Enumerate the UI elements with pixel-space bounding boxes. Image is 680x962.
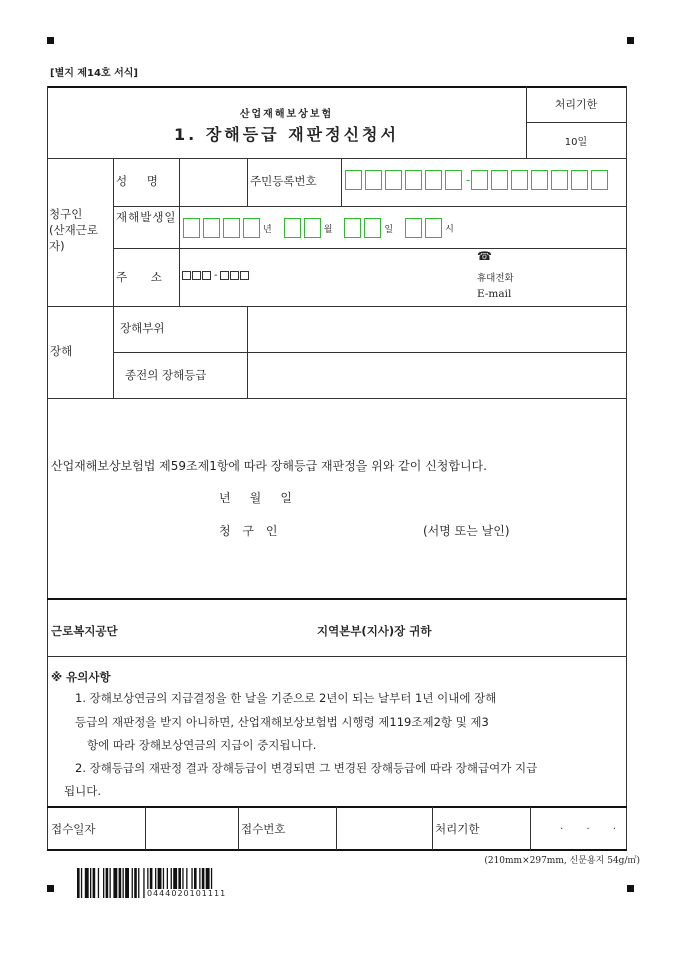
resident-no-separator: -	[466, 173, 471, 187]
receipt-no-label: 접수번호	[241, 822, 286, 836]
notes-bottom-line	[47, 806, 627, 808]
notes-item2-line1: 2. 장해등급의 재판정 결과 장해등급이 변경되면 그 변경된 장해등급에 따라 장해급여가 지급	[75, 761, 538, 775]
header-deadline-line	[526, 122, 626, 123]
form-label: [별지 제14호 서식]	[50, 68, 138, 79]
footer-deadline-label: 처리기한	[435, 822, 480, 836]
statement-text: 산업재해보상보험법 제59조제1항에 따라 장해등급 재판정을 위와 같이 신청합니다.	[51, 459, 487, 473]
notes-item1-line2: 등급의 재판정을 받지 아니하면, 산업재해보상보험법 시행령 제119조제2항 및 제3	[75, 715, 489, 729]
header-deadline-label: 처리기한	[554, 98, 598, 111]
statement-date-line: 년 월 일	[219, 491, 292, 505]
phone-icon: ☎	[477, 249, 492, 263]
address-field[interactable]	[270, 252, 470, 302]
hour-unit: 시	[445, 224, 454, 235]
receipt-date-field[interactable]	[147, 810, 236, 847]
footer-divider-4	[432, 807, 433, 850]
disability-section-label: 장해	[50, 344, 73, 358]
claimant-section-label: 청구인 (산재근로자)	[49, 207, 98, 253]
footer-divider-2	[238, 807, 239, 850]
form-subtitle: 산업재해보상보험	[239, 109, 334, 120]
address-label: 주 소	[116, 270, 162, 284]
statement-claimant-line: 청 구 인	[219, 524, 282, 538]
injury-label-divider	[179, 206, 180, 248]
day-unit: 일	[384, 224, 394, 235]
corner-mark-top-right	[627, 37, 634, 44]
postal-separator: -	[214, 270, 218, 281]
prev-grade-label: 종전의 장해등급	[125, 368, 207, 382]
name-label: 성 명	[116, 174, 158, 188]
statement-bottom-line	[47, 598, 627, 600]
corner-mark-bottom-left	[47, 885, 54, 892]
injury-date-label: 재해발생일	[116, 210, 177, 224]
sign-label[interactable]: (서명 또는 날인)	[423, 524, 510, 538]
header-deadline-value: 10일	[564, 137, 588, 148]
claimant-label-divider	[113, 158, 114, 306]
year-unit: 년	[263, 224, 272, 235]
resident-no-label: 주민등록번호	[250, 174, 317, 188]
frame-left	[47, 86, 48, 850]
frame-top	[47, 86, 627, 88]
notes-item1-line3: 항에 따라 장해보상연금의 지급이 중지됩니다.	[87, 738, 317, 752]
disability-mid-line	[113, 352, 627, 353]
resident-no-field[interactable]	[345, 170, 611, 190]
prev-grade-field[interactable]	[250, 355, 624, 395]
name-value-divider	[247, 158, 248, 206]
footer-divider-3	[336, 807, 337, 850]
form-title: 1. 장해등급 재판정신청서	[174, 125, 399, 144]
address-label-divider	[179, 248, 180, 306]
resident-label-divider	[341, 158, 342, 206]
corner-mark-top-left	[47, 37, 54, 44]
injury-date-field[interactable]	[183, 218, 454, 238]
email-label: E-mail	[477, 288, 512, 300]
notes-item1-line1: 1. 장해보상연금의 지급결정을 한 날을 기준으로 2년이 되는 날부터 1년 이내에 장해	[75, 691, 497, 705]
barcode-number: 0444020101111	[147, 889, 227, 898]
receipt-no-field[interactable]	[339, 810, 430, 847]
month-unit: 월	[323, 224, 333, 235]
footer-divider-1	[145, 807, 146, 850]
receipt-date-label: 접수일자	[51, 822, 96, 836]
header-bottom-line	[47, 158, 627, 159]
row-line-1	[113, 206, 627, 207]
notes-heading: ※ 유의사항	[51, 670, 111, 684]
name-field[interactable]	[182, 160, 245, 204]
paper-spec: (210mm×297mm, 신문용지 54g/㎡)	[484, 856, 640, 866]
footer-deadline-value: . . .	[560, 821, 626, 832]
notes-item2-line2: 됩니다.	[64, 784, 101, 798]
recipient-bottom-line	[47, 656, 627, 657]
disability-part-label: 장해부위	[120, 321, 165, 335]
frame-bottom	[47, 849, 627, 851]
disability-part-field[interactable]	[250, 309, 624, 349]
postal-code-field[interactable]	[182, 268, 250, 282]
frame-right	[626, 86, 627, 850]
recipient-office: 지역본부(지사)장 귀하	[317, 624, 432, 638]
corner-mark-bottom-right	[627, 885, 634, 892]
name-label-divider	[179, 158, 180, 206]
mobile-label: 휴대전화	[477, 273, 514, 284]
row-line-2	[113, 248, 627, 249]
recipient-org: 근로복지공단	[51, 624, 118, 638]
disability-bottom-line	[47, 398, 627, 399]
claimant-bottom-line	[47, 306, 627, 307]
